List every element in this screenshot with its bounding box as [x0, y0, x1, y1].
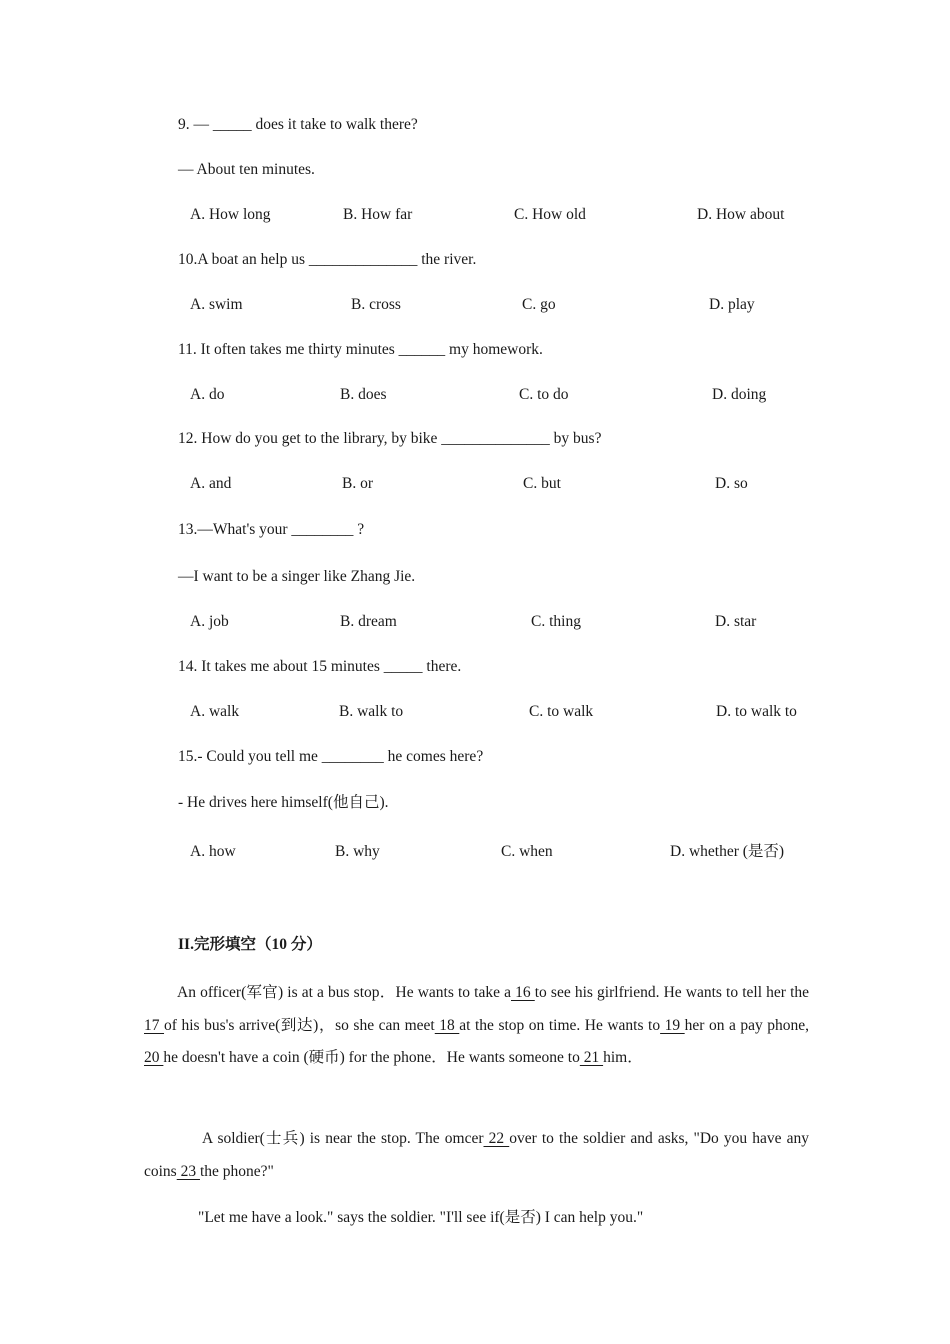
option-b: B. cross — [351, 296, 401, 313]
question-9-options — [0, 205, 950, 225]
question-12-options — [0, 474, 950, 494]
text: the phone?" — [199, 1162, 274, 1180]
question-12-stem: 12. How do you get to the library, by bike ______________ by bus? — [178, 430, 602, 447]
option-d: D. play — [709, 296, 755, 313]
option-b: B. why — [335, 843, 380, 860]
option-b: B. does — [340, 386, 387, 403]
option-c: C. but — [523, 475, 561, 492]
question-14-stem: 14. It takes me about 15 minutes _____ there. — [178, 658, 462, 675]
option-d: D. star — [715, 613, 757, 630]
question-15-stem: 15.- Could you tell me ________ he comes here? — [178, 748, 484, 765]
text: to see his girlfriend. He wants to tell her the — [534, 984, 809, 1001]
blank-17: 17 — [144, 1016, 165, 1034]
option-a: A. job — [190, 613, 229, 630]
question-15-answer-line: - He drives here himself(他自己). — [178, 794, 389, 811]
option-a: A. walk — [190, 703, 240, 720]
blank-19: 19 — [660, 1016, 685, 1034]
option-c: C. go — [522, 296, 556, 313]
question-10-stem: 10.A boat an help us ______________ the river. — [178, 251, 477, 268]
text: him． — [603, 1049, 643, 1067]
blank-20: 20 — [144, 1049, 164, 1067]
option-b: B. How far — [343, 206, 413, 223]
text: An officer(军官) is at a bus stop．He wants to take a — [177, 984, 511, 1001]
question-15-options — [0, 842, 950, 862]
cloze-paragraph-1 — [144, 977, 809, 1075]
option-c: C. thing — [531, 613, 581, 630]
option-d: D. so — [715, 475, 748, 492]
text: her on a pay phone, — [684, 1016, 810, 1034]
blank-21: 21 — [579, 1049, 604, 1067]
option-b: B. dream — [340, 613, 397, 630]
cloze-paragraph-3: "Let me have a look." says the soldier. "I'll see if(是否) I can help you." — [198, 1209, 644, 1226]
option-d: D. whether (是否) — [670, 843, 785, 860]
blank-23: 23 — [176, 1162, 200, 1180]
option-b: B. walk to — [339, 703, 404, 720]
option-c: C. to walk — [529, 703, 594, 720]
text: of his bus's arrive(到达)，so she can meet — [164, 1016, 435, 1034]
option-c: C. How old — [514, 206, 586, 223]
option-a: A. swim — [190, 296, 243, 313]
option-c: C. when — [501, 843, 553, 860]
blank-18: 18 — [434, 1016, 460, 1034]
blank-16: 16 — [511, 984, 535, 1001]
option-d: D. How about — [697, 206, 785, 223]
text: A soldier(士兵) is near the stop. The omcer — [202, 1130, 484, 1147]
cloze-paragraph-2 — [144, 1123, 809, 1188]
text: over to the soldier and asks, "Do you have any coins — [144, 1130, 810, 1180]
question-13-stem: 13.—What's your ________ ? — [178, 521, 365, 538]
option-c: C. to do — [519, 386, 569, 403]
option-a: A. and — [190, 475, 232, 492]
text: at the stop on time. He wants to — [459, 1016, 661, 1034]
option-a: A. do — [190, 386, 225, 403]
option-a: A. how — [190, 843, 236, 860]
option-d: D. to walk to — [716, 703, 797, 720]
question-11-options — [0, 385, 950, 405]
question-10-options — [0, 295, 950, 315]
question-9-stem: 9. — _____ does it take to walk there? — [178, 116, 418, 133]
question-13-answer-line: —I want to be a singer like Zhang Jie. — [178, 568, 416, 585]
text: he doesn't have a coin (硬币) for the phone．He wants someone to — [163, 1049, 580, 1067]
question-11-stem: 11. It often takes me thirty minutes ______ my homework. — [178, 341, 543, 358]
option-d: D. doing — [712, 386, 767, 403]
blank-22: 22 — [483, 1130, 510, 1147]
section-title: II.完形填空（10 分） — [178, 936, 322, 953]
question-13-options — [0, 612, 950, 632]
option-b: B. or — [342, 475, 373, 492]
option-a: A. How long — [190, 206, 271, 223]
question-9-answer-line: — About ten minutes. — [178, 161, 315, 178]
question-14-options — [0, 702, 950, 722]
